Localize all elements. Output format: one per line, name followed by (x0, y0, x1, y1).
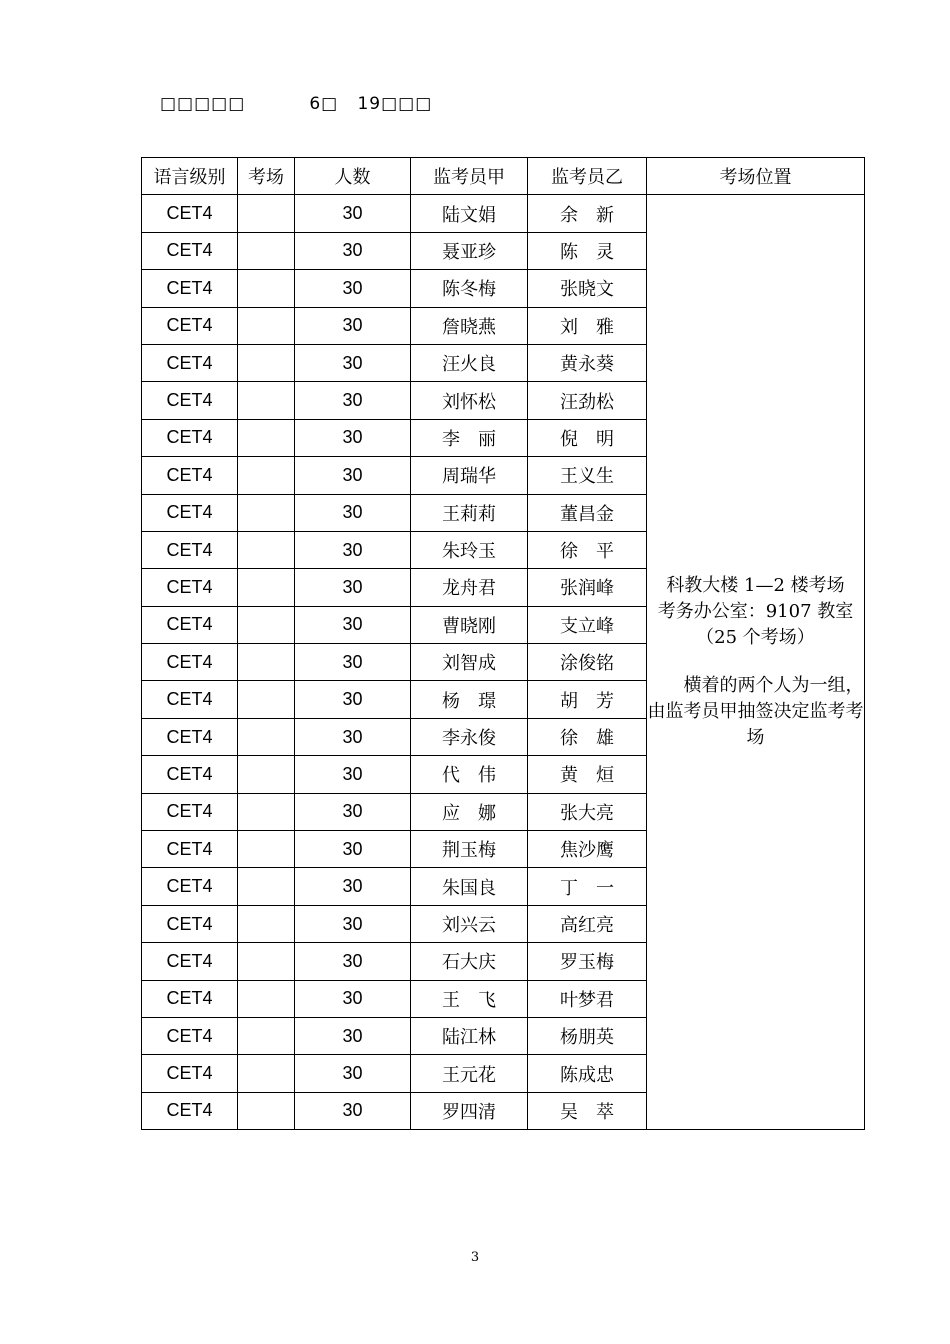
proctor-b-cell: 焦沙鹰 (528, 831, 647, 868)
count-cell: 30 (295, 419, 411, 456)
proctor-b-cell: 张润峰 (528, 569, 647, 606)
level-cell: CET4 (142, 644, 238, 681)
proctor-a-cell: 石大庆 (411, 943, 528, 980)
level-cell: CET4 (142, 569, 238, 606)
proctor-a-cell: 聂亚珍 (411, 232, 528, 269)
col-header-location: 考场位置 (647, 158, 865, 195)
count-cell: 30 (295, 494, 411, 531)
level-cell: CET4 (142, 606, 238, 643)
level-cell: CET4 (142, 494, 238, 531)
room-cell (238, 232, 295, 269)
level-cell: CET4 (142, 382, 238, 419)
proctor-a-cell: 荆玉梅 (411, 831, 528, 868)
level-cell: CET4 (142, 681, 238, 718)
count-cell: 30 (295, 344, 411, 381)
level-cell: CET4 (142, 419, 238, 456)
count-cell: 30 (295, 831, 411, 868)
room-cell (238, 868, 295, 905)
level-cell: CET4 (142, 718, 238, 755)
level-cell: CET4 (142, 831, 238, 868)
count-cell: 30 (295, 868, 411, 905)
proctor-b-cell: 陈成忠 (528, 1055, 647, 1092)
count-cell: 30 (295, 307, 411, 344)
room-cell (238, 681, 295, 718)
proctor-table (141, 157, 865, 1130)
count-cell: 30 (295, 232, 411, 269)
proctor-b-cell: 刘 雅 (528, 307, 647, 344)
page-header: □□□□□ 6□ 19□□□ (160, 94, 433, 114)
count-cell: 30 (295, 980, 411, 1017)
proctor-a-cell: 汪火良 (411, 344, 528, 381)
proctor-b-cell: 余 新 (528, 195, 647, 232)
level-cell: CET4 (142, 270, 238, 307)
proctor-b-cell: 黄永葵 (528, 344, 647, 381)
level-cell: CET4 (142, 1017, 238, 1054)
count-cell: 30 (295, 756, 411, 793)
proctor-a-cell: 曹晓刚 (411, 606, 528, 643)
room-cell (238, 195, 295, 232)
level-cell: CET4 (142, 943, 238, 980)
proctor-b-cell: 杨朋英 (528, 1017, 647, 1054)
room-cell (238, 756, 295, 793)
proctor-a-cell: 刘怀松 (411, 382, 528, 419)
count-cell: 30 (295, 793, 411, 830)
proctor-a-cell: 龙舟君 (411, 569, 528, 606)
proctor-b-cell: 陈 灵 (528, 232, 647, 269)
level-cell: CET4 (142, 905, 238, 942)
proctor-a-cell: 代 伟 (411, 756, 528, 793)
room-cell (238, 382, 295, 419)
location-note: 横着的两个人为一组，由监考员甲抽签决定监考考场 (647, 675, 864, 749)
page-number: 3 (470, 1250, 480, 1265)
proctor-b-cell: 张晓文 (528, 270, 647, 307)
count-cell: 30 (295, 195, 411, 232)
proctor-b-cell: 高红亮 (528, 905, 647, 942)
proctor-a-cell: 李永俊 (411, 718, 528, 755)
level-cell: CET4 (142, 457, 238, 494)
header-row (142, 158, 865, 195)
count-cell: 30 (295, 1055, 411, 1092)
room-cell (238, 531, 295, 568)
location-cell (647, 195, 865, 1130)
level-cell: CET4 (142, 793, 238, 830)
level-cell: CET4 (142, 195, 238, 232)
room-cell (238, 718, 295, 755)
proctor-a-cell: 王莉莉 (411, 494, 528, 531)
room-cell (238, 905, 295, 942)
proctor-a-cell: 朱玲玉 (411, 531, 528, 568)
proctor-b-cell: 董昌金 (528, 494, 647, 531)
room-cell (238, 457, 295, 494)
proctor-b-cell: 罗玉梅 (528, 943, 647, 980)
location-office: 考务办公室：9107 教室 (657, 601, 854, 623)
proctor-a-cell: 罗四清 (411, 1092, 528, 1129)
proctor-a-cell: 李 丽 (411, 419, 528, 456)
count-cell: 30 (295, 382, 411, 419)
proctor-b-cell: 黄 烜 (528, 756, 647, 793)
room-cell (238, 943, 295, 980)
col-header-level: 语言级别 (142, 158, 238, 195)
count-cell: 30 (295, 569, 411, 606)
proctor-a-cell: 周瑞华 (411, 457, 528, 494)
level-cell: CET4 (142, 232, 238, 269)
proctor-b-cell: 吴 萃 (528, 1092, 647, 1129)
proctor-b-cell: 张大亮 (528, 793, 647, 830)
level-cell: CET4 (142, 307, 238, 344)
proctor-a-cell: 朱国良 (411, 868, 528, 905)
room-cell (238, 644, 295, 681)
room-cell (238, 606, 295, 643)
proctor-a-cell: 刘智成 (411, 644, 528, 681)
proctor-b-cell: 丁 一 (528, 868, 647, 905)
proctor-a-cell: 陈冬梅 (411, 270, 528, 307)
level-cell: CET4 (142, 1092, 238, 1129)
room-cell (238, 831, 295, 868)
count-cell: 30 (295, 270, 411, 307)
room-cell (238, 344, 295, 381)
count-cell: 30 (295, 606, 411, 643)
proctor-a-cell: 陆江林 (411, 1017, 528, 1054)
proctor-a-cell: 杨 璟 (411, 681, 528, 718)
proctor-b-cell: 徐 雄 (528, 718, 647, 755)
count-cell: 30 (295, 681, 411, 718)
room-cell (238, 980, 295, 1017)
room-cell (238, 419, 295, 456)
room-cell (238, 569, 295, 606)
count-cell: 30 (295, 531, 411, 568)
proctor-a-cell: 刘兴云 (411, 905, 528, 942)
proctor-b-cell: 王义生 (528, 457, 647, 494)
count-cell: 30 (295, 1017, 411, 1054)
location-room-count: （25 个考场） (696, 627, 815, 649)
count-cell: 30 (295, 943, 411, 980)
room-cell (238, 270, 295, 307)
col-header-proctor-a: 监考员甲 (411, 158, 528, 195)
count-cell: 30 (295, 644, 411, 681)
col-header-proctor-b: 监考员乙 (528, 158, 647, 195)
proctor-a-cell: 詹晓燕 (411, 307, 528, 344)
count-cell: 30 (295, 905, 411, 942)
proctor-b-cell: 胡 芳 (528, 681, 647, 718)
level-cell: CET4 (142, 344, 238, 381)
proctor-b-cell: 支立峰 (528, 606, 647, 643)
proctor-b-cell: 徐 平 (528, 531, 647, 568)
room-cell (238, 1092, 295, 1129)
col-header-room: 考场 (238, 158, 295, 195)
room-cell (238, 793, 295, 830)
room-cell (238, 307, 295, 344)
col-header-count: 人数 (295, 158, 411, 195)
level-cell: CET4 (142, 1055, 238, 1092)
proctor-b-cell: 叶梦君 (528, 980, 647, 1017)
proctor-a-cell: 应 娜 (411, 793, 528, 830)
room-cell (238, 1017, 295, 1054)
proctor-b-cell: 涂俊铭 (528, 644, 647, 681)
proctor-a-cell: 陆文娟 (411, 195, 528, 232)
proctor-b-cell: 汪劲松 (528, 382, 647, 419)
level-cell: CET4 (142, 980, 238, 1017)
count-cell: 30 (295, 457, 411, 494)
location-building: 科教大楼 1—2 楼考场 (666, 575, 845, 597)
level-cell: CET4 (142, 868, 238, 905)
proctor-a-cell: 王 飞 (411, 980, 528, 1017)
level-cell: CET4 (142, 756, 238, 793)
level-cell: CET4 (142, 531, 238, 568)
room-cell (238, 494, 295, 531)
proctor-a-cell: 王元花 (411, 1055, 528, 1092)
room-cell (238, 1055, 295, 1092)
count-cell: 30 (295, 718, 411, 755)
count-cell: 30 (295, 1092, 411, 1129)
table-row (142, 195, 865, 232)
proctor-b-cell: 倪 明 (528, 419, 647, 456)
